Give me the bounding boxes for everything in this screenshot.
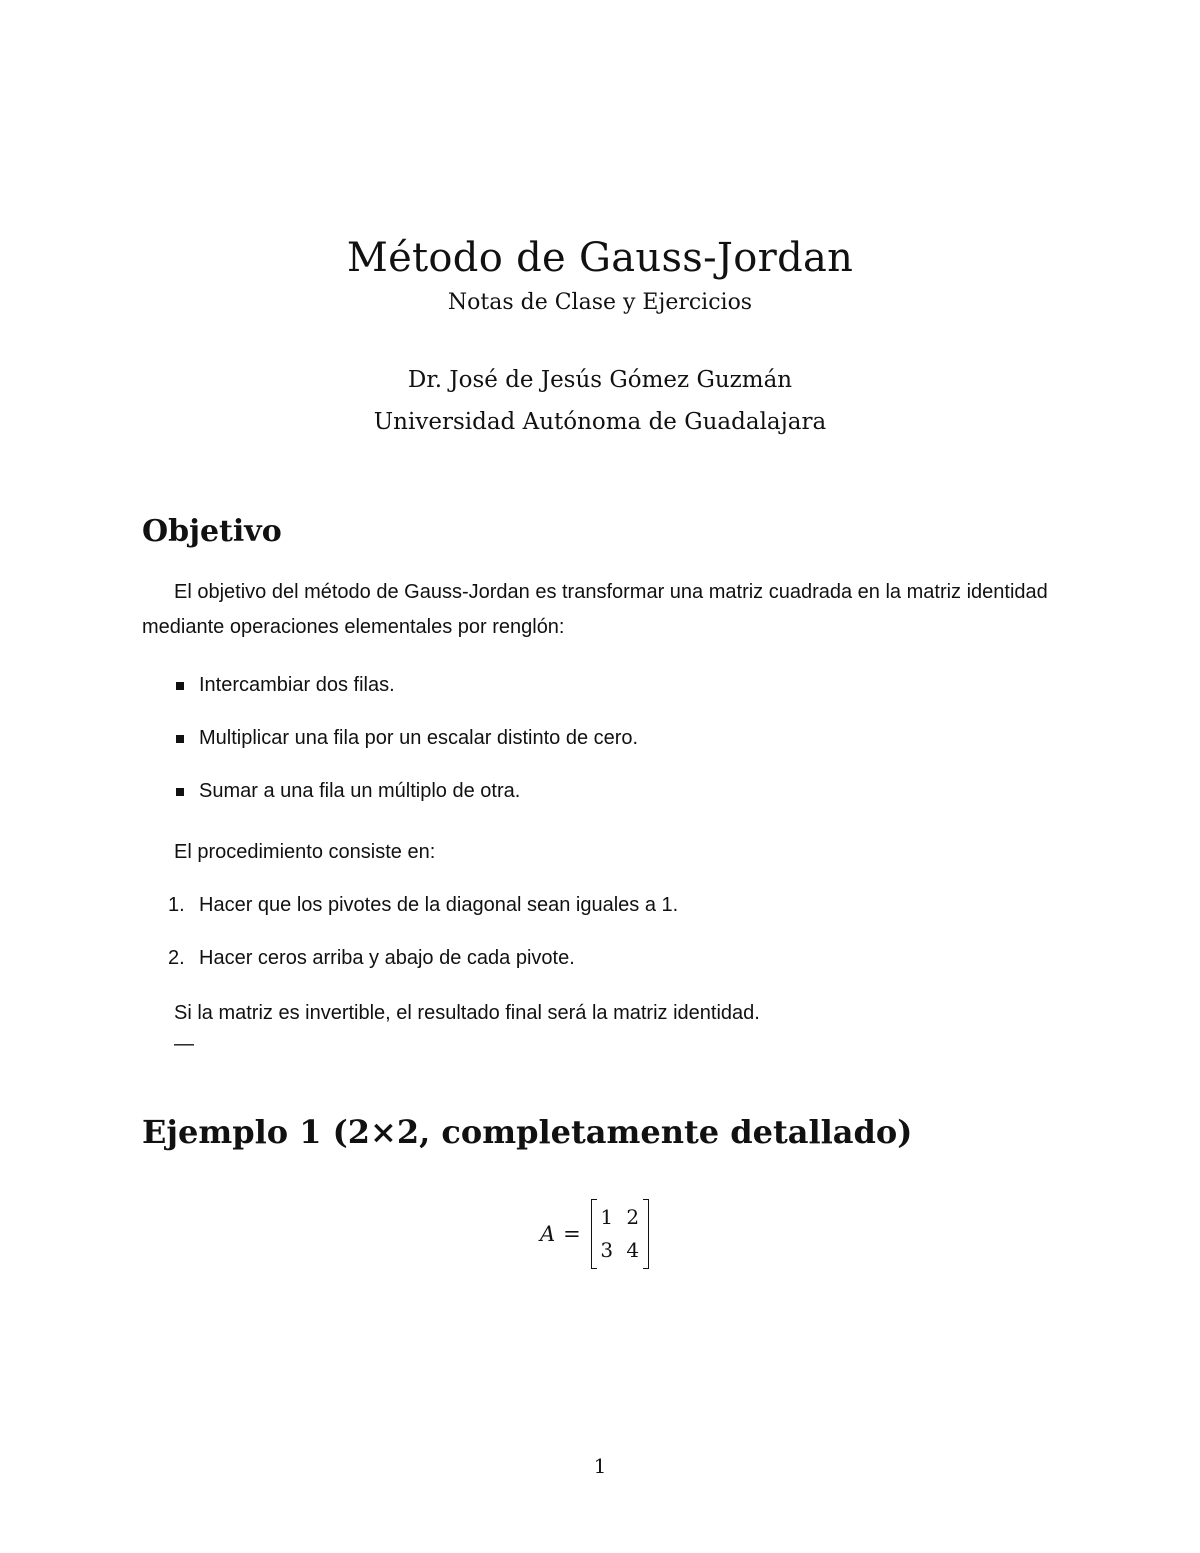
list-item bbox=[142, 668, 1062, 721]
square-bullet-icon bbox=[176, 788, 184, 796]
list-item bbox=[142, 888, 1062, 941]
list-item bbox=[142, 941, 1062, 994]
list-item-text: Intercambiar dos filas. bbox=[199, 674, 395, 696]
matrix-name: A bbox=[540, 1222, 556, 1246]
document-affiliation: Universidad Autónoma de Guadalajara bbox=[373, 409, 827, 435]
list-item-text: Multiplicar una fila por un escalar distinto de cero. bbox=[199, 727, 639, 749]
step-text: Hacer ceros arriba y abajo de cada pivote. bbox=[199, 947, 575, 969]
operations-list bbox=[142, 668, 1062, 827]
left-bracket bbox=[591, 1199, 597, 1269]
separator-dash: — bbox=[174, 1033, 194, 1055]
section-heading-ejemplo-1: Ejemplo 1 (2×2, completamente detallado) bbox=[142, 1113, 913, 1151]
section-heading-objetivo: Objetivo bbox=[142, 514, 282, 549]
matrix-cell: 4 bbox=[626, 1238, 640, 1262]
conclusion-paragraph: Si la matriz es invertible, el resultado final será la matriz identidad. bbox=[174, 1002, 760, 1024]
matrix-cell: 1 bbox=[600, 1205, 614, 1229]
document-subtitle: Notas de Clase y Ejercicios bbox=[447, 290, 753, 315]
list-item bbox=[142, 774, 1062, 827]
document-author: Dr. José de Jesús Gómez Guzmán bbox=[407, 367, 793, 393]
step-number: 1. bbox=[168, 894, 185, 916]
step-text: Hacer que los pivotes de la diagonal sean iguales a 1. bbox=[199, 894, 679, 916]
matrix-a bbox=[591, 1199, 649, 1269]
square-bullet-icon bbox=[176, 682, 184, 690]
list-item-text: Sumar a una fila un múltiplo de otra. bbox=[199, 780, 521, 802]
step-number: 2. bbox=[168, 947, 185, 969]
square-bullet-icon bbox=[176, 735, 184, 743]
matrix-cell: 2 bbox=[626, 1205, 640, 1229]
equals-sign: = bbox=[563, 1222, 581, 1246]
matrix-equation bbox=[540, 1198, 649, 1270]
procedure-intro: El procedimiento consiste en: bbox=[174, 841, 436, 863]
objetivo-paragraph: El objetivo del método de Gauss-Jordan es transformar una matriz cuadrada en la matriz identidad mediante operaciones elementales por renglón: bbox=[142, 581, 1048, 638]
list-item bbox=[142, 721, 1062, 774]
procedure-steps-list bbox=[142, 888, 1062, 994]
matrix-cell: 3 bbox=[600, 1238, 614, 1262]
page-number: 1 bbox=[593, 1454, 607, 1478]
document-title: Método de Gauss-Jordan bbox=[346, 235, 854, 281]
right-bracket bbox=[643, 1199, 649, 1269]
